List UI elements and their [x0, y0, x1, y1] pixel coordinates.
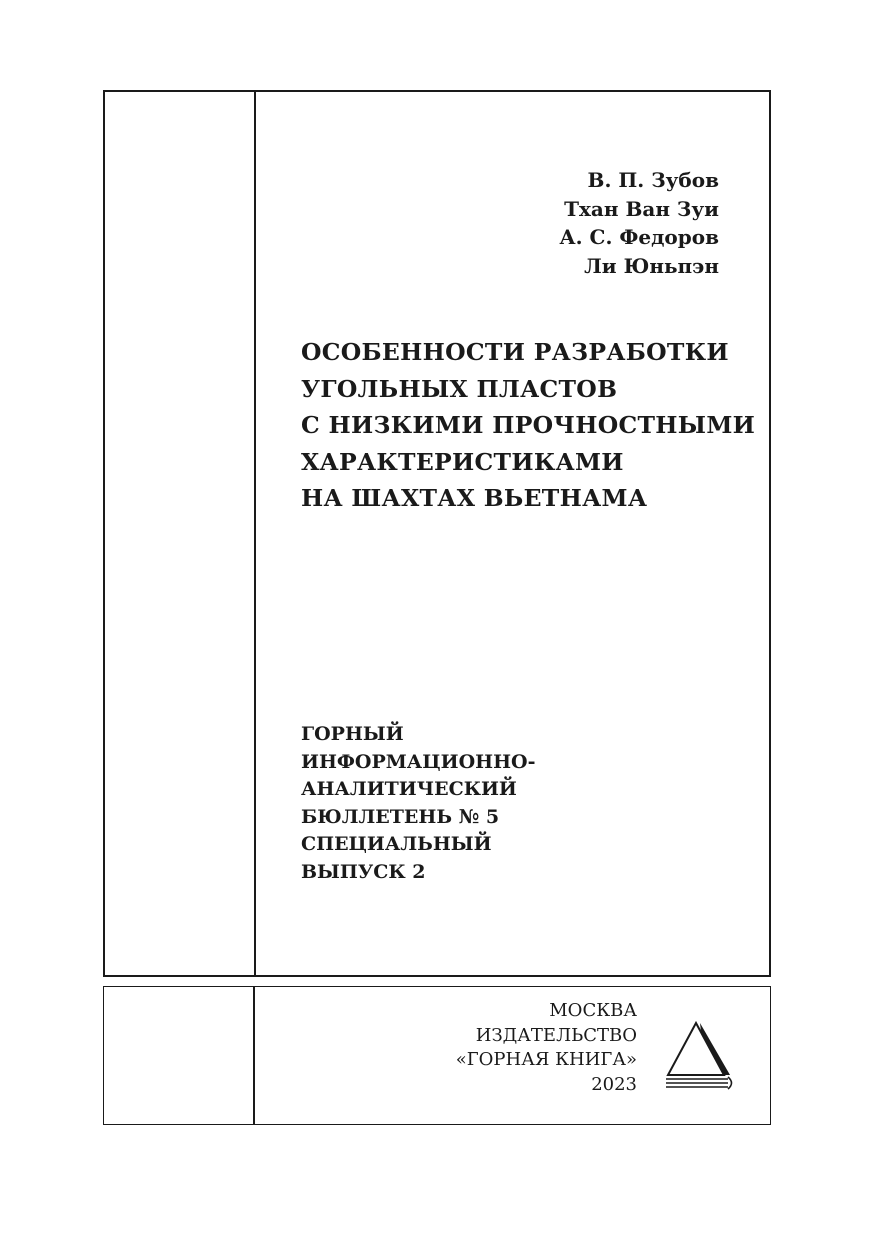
author-name: Ли Юньпэн: [584, 253, 719, 278]
title-line: УГОЛЬНЫХ ПЛАСТОВ: [301, 374, 618, 403]
publisher-logo-icon: [662, 1019, 736, 1091]
series-line: БЮЛЛЕТЕНЬ № 5: [301, 805, 500, 828]
series-line: ГОРНЫЙ: [301, 723, 404, 745]
series-line: АНАЛИТИЧЕСКИЙ: [301, 778, 517, 800]
imprint-publisher: ИЗДАТЕЛЬСТВО: [475, 1024, 637, 1046]
series-block: [301, 721, 535, 886]
authors-block: [559, 166, 719, 280]
title-line: НА ШАХТАХ ВЬЕТНАМА: [301, 484, 648, 512]
title-line: ОСОБЕННОСТИ РАЗРАБОТКИ: [301, 338, 729, 366]
margin-divider-line: [253, 987, 255, 1124]
author-name: Тхан Ван Зуи: [564, 196, 719, 221]
imprint-frame: [103, 986, 771, 1125]
author-name: А. С. Федоров: [559, 225, 719, 249]
imprint-year: 2023: [591, 1073, 637, 1095]
author-name: В. П. Зубов: [587, 168, 719, 192]
series-line: ИНФОРМАЦИОННО-: [301, 750, 536, 773]
title-line: С НИЗКИМИ ПРОЧНОСТНЫМИ: [301, 411, 756, 439]
imprint-city: МОСКВА: [549, 1000, 637, 1021]
imprint-block: [456, 999, 637, 1097]
margin-divider-line: [254, 92, 256, 975]
title-line: ХАРАКТЕРИСТИКАМИ: [301, 447, 624, 476]
series-line: СПЕЦИАЛЬНЫЙ: [301, 833, 492, 855]
series-line: ВЫПУСК 2: [301, 860, 426, 883]
title-page-frame: [103, 90, 771, 977]
imprint-publisher-name: «ГОРНАЯ КНИГА»: [455, 1049, 637, 1070]
book-title: [301, 334, 755, 517]
